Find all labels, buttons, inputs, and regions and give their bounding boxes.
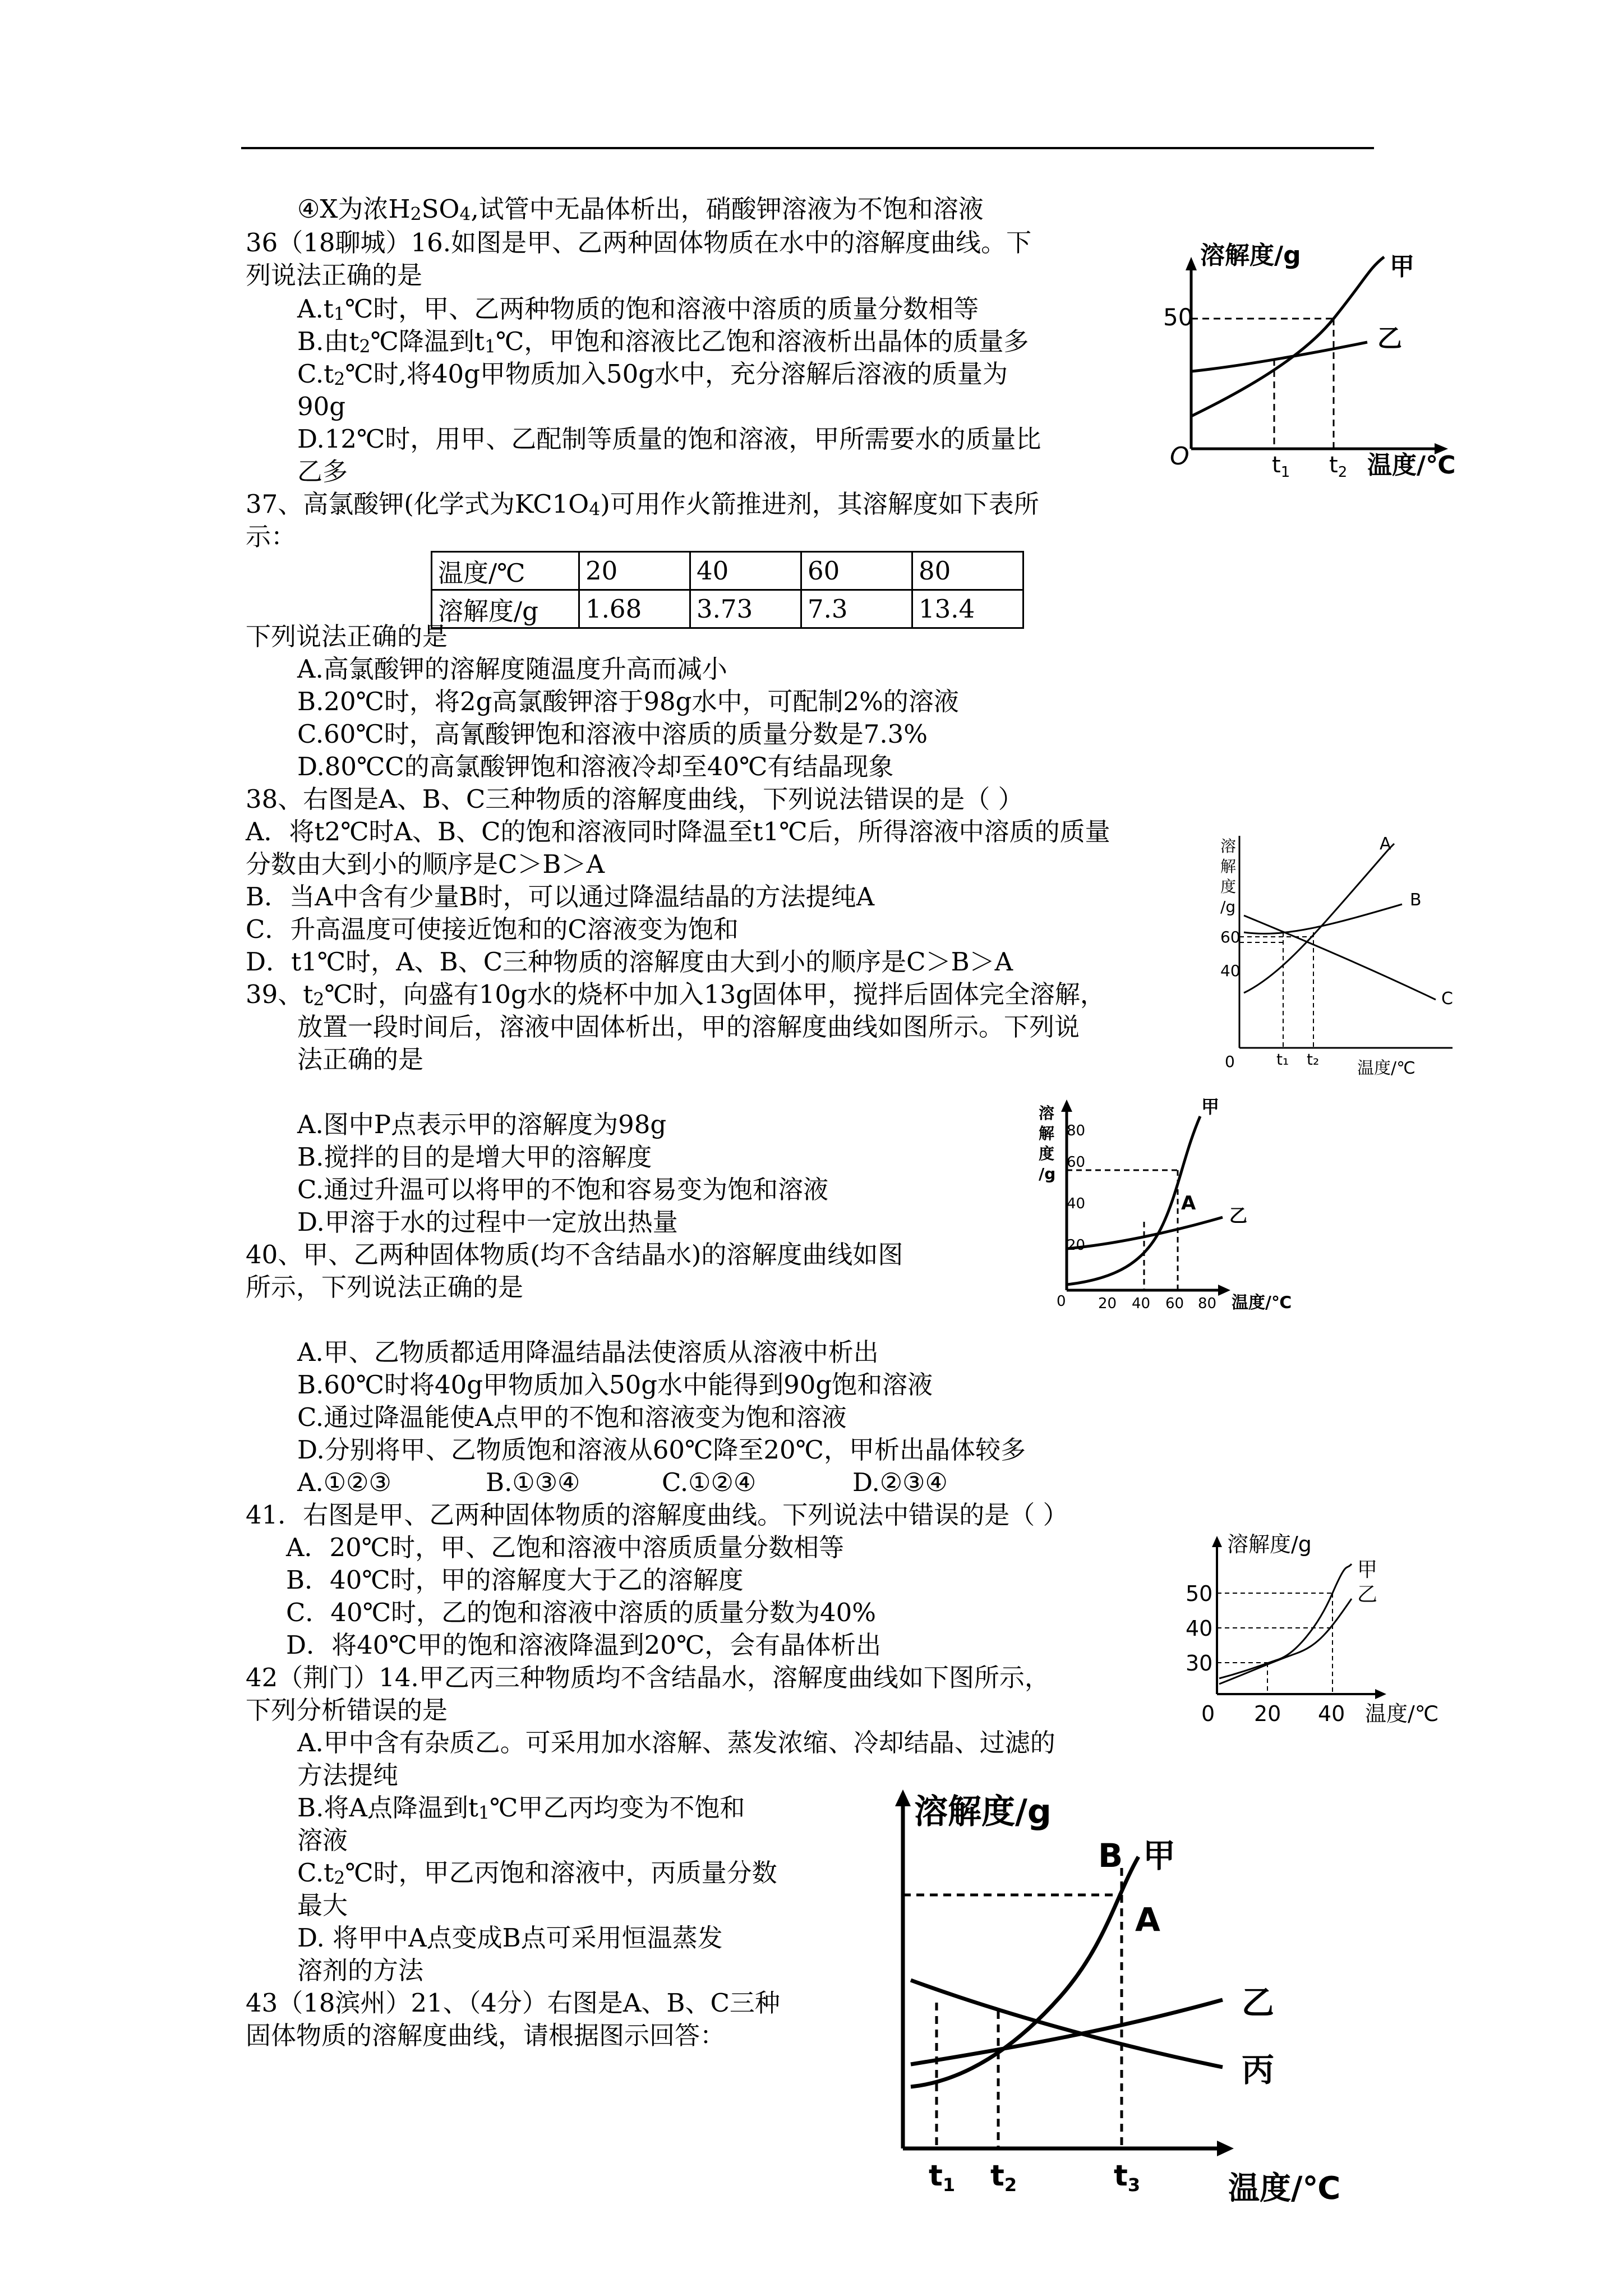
q40-option-3: C.通过降温能使A点甲的不饱和溶液变为饱和溶液 <box>297 1402 847 1432</box>
q40-tick-20: 20 <box>1067 1237 1086 1254</box>
q42-option-d-cont: 溶剂的方法 <box>297 1955 424 1985</box>
q41-option-d: D．将40℃甲的饱和溶液降温到20℃，会有晶体析出 <box>286 1630 882 1660</box>
q36-solubility-chart <box>1155 241 1469 488</box>
q40-curve-jia <box>1067 1116 1200 1285</box>
q41-y-label: 溶解度/g <box>1227 1532 1312 1557</box>
q40-point-a: A <box>1181 1192 1196 1214</box>
q36-tick-t2: $t_2$ <box>1329 452 1348 481</box>
q38-option-a-cont: 分数由大到小的顺序是C＞B＞A <box>246 849 605 879</box>
q43-stem-line2: 固体物质的溶解度曲线，请根据图示回答： <box>246 2021 726 2050</box>
q40-tick-60: 60 <box>1067 1154 1086 1171</box>
q38-curve-c <box>1244 915 1436 1000</box>
q38-option-c: C．升高温度可使接近饱和的C溶液变为饱和 <box>246 914 739 944</box>
q38-origin: 0 <box>1225 1052 1235 1071</box>
q38-label-b: B <box>1410 890 1422 910</box>
q42-y-label: 溶解度/g <box>914 1792 1052 1832</box>
q38-option-b: B．当A中含有少量B时，可以通过降温结晶的方法提纯A <box>246 882 875 912</box>
q40-choice-a: A.①②③ <box>297 1467 391 1497</box>
q40-option-4: D.分别将甲、乙物质饱和溶液从60℃降至20℃，甲析出晶体较多 <box>297 1435 1026 1465</box>
table-cell: 溶解度/g <box>432 590 579 628</box>
q36-label-jia: 甲 <box>1390 252 1414 281</box>
q40-option-1: A.甲、乙物质都适用降温结晶法使溶质从溶液中析出 <box>297 1337 879 1367</box>
q37-stem-line2: 示： <box>246 522 297 551</box>
q40-x-tick-20: 20 <box>1098 1295 1117 1312</box>
q36-y-arrow <box>1186 257 1197 270</box>
q40-x-arrow <box>1218 1285 1230 1296</box>
q36-tick-50: 50 <box>1163 303 1193 331</box>
table-cell: 13.4 <box>912 590 1023 628</box>
q36-tick-t1: $t_1$ <box>1272 452 1290 481</box>
q37-option-d: D.80℃C的高氯酸钾饱和溶液冷却至40℃有结晶现象 <box>297 752 894 781</box>
q42-stem-line1: 42（荆门）14.甲乙丙三种物质均不含结晶水，溶解度曲线如下图所示， <box>246 1663 1050 1692</box>
q40-y-arrow <box>1061 1099 1072 1112</box>
q40-solubility-chart <box>1032 1094 1324 1318</box>
q42-point-a: A <box>1135 1901 1160 1939</box>
q39-option-b: B.搅拌的目的是增大甲的溶解度 <box>297 1142 652 1172</box>
q41-tick-50: 50 <box>1186 1581 1213 1606</box>
q41-x-tick-0: 0 <box>1201 1701 1215 1726</box>
q38-tick-60: 60 <box>1220 928 1241 946</box>
q41-option-b: B．40℃时，甲的溶解度大于乙的溶解度 <box>286 1565 744 1595</box>
q37-stem-line1: 37、高氯酸钾(化学式为$KC1O_4$)可用作火箭推进剂，其溶解度如下表所 <box>246 489 1039 520</box>
q36-label-yi: 乙 <box>1377 324 1402 353</box>
q42-y-arrow <box>895 1789 911 1806</box>
q39-option-d: D.甲溶于水的过程中一定放出热量 <box>297 1207 678 1237</box>
q36-origin: O <box>1170 442 1189 471</box>
q42-tick-t1: t1 <box>929 2159 956 2196</box>
q43-stem-line1: 43（18滨州）21、（4分）右图是A、B、C三种 <box>246 1988 780 2018</box>
q40-choice-c: C.①②④ <box>662 1467 757 1497</box>
q42-curve-jia <box>911 1857 1138 2087</box>
q40-option-2: B.60℃时将40g甲物质加入50g水中能得到90g饱和溶液 <box>297 1370 933 1400</box>
q36-option-d: D.12℃时，用甲、乙配制等质量的饱和溶液，甲所需要水的质量比 <box>297 424 1041 454</box>
q36-y-label: 溶解度/g <box>1200 241 1301 270</box>
q38-y-label-1: 溶 <box>1220 837 1237 855</box>
q40-stem-line1: 40、甲、乙两种固体物质(均不含结晶水)的溶解度曲线如图 <box>246 1240 903 1269</box>
q42-option-c-cont: 最大 <box>297 1890 348 1920</box>
q41-label-yi: 乙 <box>1357 1583 1378 1606</box>
q40-tick-80: 80 <box>1067 1122 1086 1139</box>
q38-y-label-3: 度 <box>1220 877 1237 896</box>
q41-x-label: 温度/℃ <box>1365 1701 1439 1726</box>
q36-option-c: $C.t_2℃$时,将40g甲物质加入50g水中，充分溶解后溶液的质量为 <box>297 359 1008 390</box>
table-cell: 40 <box>690 552 801 590</box>
q36-option-b: B.由$t_2℃$降温到$t_1℃$，甲饱和溶液比乙饱和溶液析出晶体的质量多 <box>297 326 1029 357</box>
q41-option-c: C．40℃时，乙的饱和溶液中溶质的质量分数为40% <box>286 1598 877 1627</box>
q38-label-a: A <box>1380 834 1391 854</box>
q39-stem-line2: 放置一段时间后，溶液中固体析出，甲的溶解度曲线如图所示。下列说 <box>297 1012 1080 1042</box>
q38-tick-40: 40 <box>1220 961 1241 980</box>
q42-tick-t3: t3 <box>1114 2159 1141 2196</box>
q40-label-yi: 乙 <box>1229 1205 1248 1226</box>
q40-y-label-2: 解 <box>1039 1124 1055 1143</box>
q42-option-a: A.甲中含有杂质乙。可采用加水溶解、蒸发浓缩、冷却结晶、过滤的 <box>297 1728 1055 1757</box>
q40-choice-d: D.②③④ <box>852 1467 948 1497</box>
q39-stem-line3: 法正确的是 <box>297 1045 424 1074</box>
q42-solubility-chart <box>875 1784 1380 2221</box>
q36-option-d-cont: 乙多 <box>297 457 348 486</box>
q41-x-tick-20: 20 <box>1254 1701 1281 1726</box>
q42-stem-line2: 下列分析错误的是 <box>246 1695 448 1725</box>
q42-option-c: $C.t_2℃$时，甲乙丙饱和溶液中，丙质量分数 <box>297 1858 777 1889</box>
q42-label-jia: 甲 <box>1143 1837 1176 1875</box>
table-cell: 60 <box>801 552 912 590</box>
table-cell: 80 <box>912 552 1023 590</box>
header-rule <box>241 147 1374 149</box>
q38-option-a: A．将t2℃时A、B、C的饱和溶液同时降温至t1℃后，所得溶液中溶质的质量 <box>246 817 1110 846</box>
q40-tick-40: 40 <box>1067 1195 1086 1212</box>
q36-stem-line2: 列说法正确的是 <box>246 260 423 290</box>
q37-option-c: C.60℃时，高氰酸钾饱和溶液中溶质的质量分数是7.3% <box>297 719 928 749</box>
table-cell: 1.68 <box>579 590 690 628</box>
q40-x-label: 温度/℃ <box>1232 1293 1292 1313</box>
q40-x-tick-60: 60 <box>1165 1295 1184 1312</box>
q36-option-c-cont: 90g <box>297 392 346 421</box>
q36-option-a: $A.t_1℃$时，甲、乙两种物质的饱和溶液中溶质的质量分数相等 <box>297 294 979 325</box>
q41-x-tick-40: 40 <box>1318 1701 1345 1726</box>
q42-point-b: B <box>1098 1837 1123 1875</box>
q39-option-c: C.通过升温可以将甲的不饱和容易变为饱和溶液 <box>297 1175 829 1204</box>
q40-x-tick-80: 80 <box>1198 1295 1217 1312</box>
table-cell: 3.73 <box>690 590 801 628</box>
q42-label-yi: 乙 <box>1242 1984 1275 2022</box>
q40-y-label-4: /g <box>1039 1165 1056 1183</box>
q42-curve-yi <box>911 2000 1223 2064</box>
q37-option-a: A.高氯酸钾的溶解度随温度升高而减小 <box>297 654 727 684</box>
table-cell: 7.3 <box>801 590 912 628</box>
q41-tick-30: 30 <box>1186 1651 1213 1676</box>
table-cell: 温度/℃ <box>432 552 579 590</box>
q36-curve-jia <box>1191 257 1384 416</box>
q38-y-label-2: 解 <box>1220 857 1237 876</box>
q36-x-label: 温度/℃ <box>1367 451 1456 480</box>
q42-option-b-cont: 溶液 <box>297 1825 348 1855</box>
q38-stem: 38、右图是A、B、C三种物质的溶解度曲线，下列说法错误的是（ ） <box>246 784 1023 814</box>
q40-label-jia: 甲 <box>1201 1096 1220 1117</box>
q37-table-row-solubility <box>432 590 1023 628</box>
q42-x-arrow <box>1217 2141 1234 2156</box>
q40-x-tick-40: 40 <box>1132 1295 1151 1312</box>
q41-stem: 41．右图是甲、乙两种固体物质的溶解度曲线。下列说法中错误的是（ ） <box>246 1500 1068 1530</box>
q42-label-bing: 丙 <box>1242 2051 1275 2089</box>
q40-choice-b: B.①③④ <box>486 1467 580 1497</box>
q41-solubility-chart <box>1178 1531 1469 1733</box>
q-prev-option-4: ④X为浓$H_2SO_4$,试管中无晶体析出，硝酸钾溶液为不饱和溶液 <box>297 194 984 225</box>
q41-curve-jia <box>1219 1564 1352 1678</box>
q38-tick-t1: t₁ <box>1276 1050 1289 1069</box>
q42-option-b: B.将A点降温到$t_1℃$甲乙丙均变为不饱和 <box>297 1793 745 1824</box>
q40-origin: 0 <box>1057 1293 1066 1310</box>
q39-stem-line1: 39、$t_2℃$时，向盛有10g水的烧杯中加入13g固体甲，搅拌后固体完全溶解， <box>246 979 1105 1010</box>
q40-stem-line2: 所示，下列说法正确的是 <box>246 1272 524 1302</box>
q42-x-label: 温度/℃ <box>1228 2170 1341 2207</box>
table-cell: 20 <box>579 552 690 590</box>
q36-stem-line1: 36（18聊城）16.如图是甲、乙两种固体物质在水中的溶解度曲线。下 <box>246 228 1032 257</box>
q38-y-label-4: /g <box>1220 898 1236 916</box>
q41-curve-yi <box>1219 1599 1352 1684</box>
q39-option-a: A.图中P点表示甲的溶解度为98g <box>297 1110 667 1139</box>
q42-option-a-cont: 方法提纯 <box>297 1760 399 1790</box>
q37-prompt: 下列说法正确的是 <box>246 622 448 651</box>
q38-curve-b <box>1244 904 1402 933</box>
q37-solubility-table <box>431 551 1024 629</box>
q41-tick-40: 40 <box>1186 1616 1213 1641</box>
q42-curve-bing <box>911 1980 1223 2067</box>
q41-label-jia: 甲 <box>1357 1558 1378 1581</box>
q40-y-label-1: 溶 <box>1039 1104 1055 1122</box>
q37-table-row-temperature <box>432 552 1023 590</box>
q41-option-a: A．20℃时，甲、乙饱和溶液中溶质质量分数相等 <box>286 1533 845 1562</box>
q40-y-label-3: 度 <box>1039 1144 1055 1163</box>
q38-solubility-chart <box>1217 836 1481 1083</box>
q38-tick-t2: t₂ <box>1307 1050 1320 1069</box>
q42-option-d: D. 将甲中A点变成B点可采用恒温蒸发 <box>297 1923 723 1953</box>
q41-x-arrow <box>1375 1689 1386 1699</box>
q37-option-b: B.20℃时，将2g高氯酸钾溶于98g水中，可配制2%的溶液 <box>297 687 959 716</box>
q38-label-c: C <box>1441 989 1453 1009</box>
q38-option-d: D．t1℃时，A、B、C三种物质的溶解度由大到小的顺序是C＞B＞A <box>246 947 1013 977</box>
q38-x-label: 温度/℃ <box>1357 1059 1415 1078</box>
q42-tick-t2: t2 <box>990 2159 1017 2196</box>
q41-y-arrow <box>1212 1536 1222 1547</box>
